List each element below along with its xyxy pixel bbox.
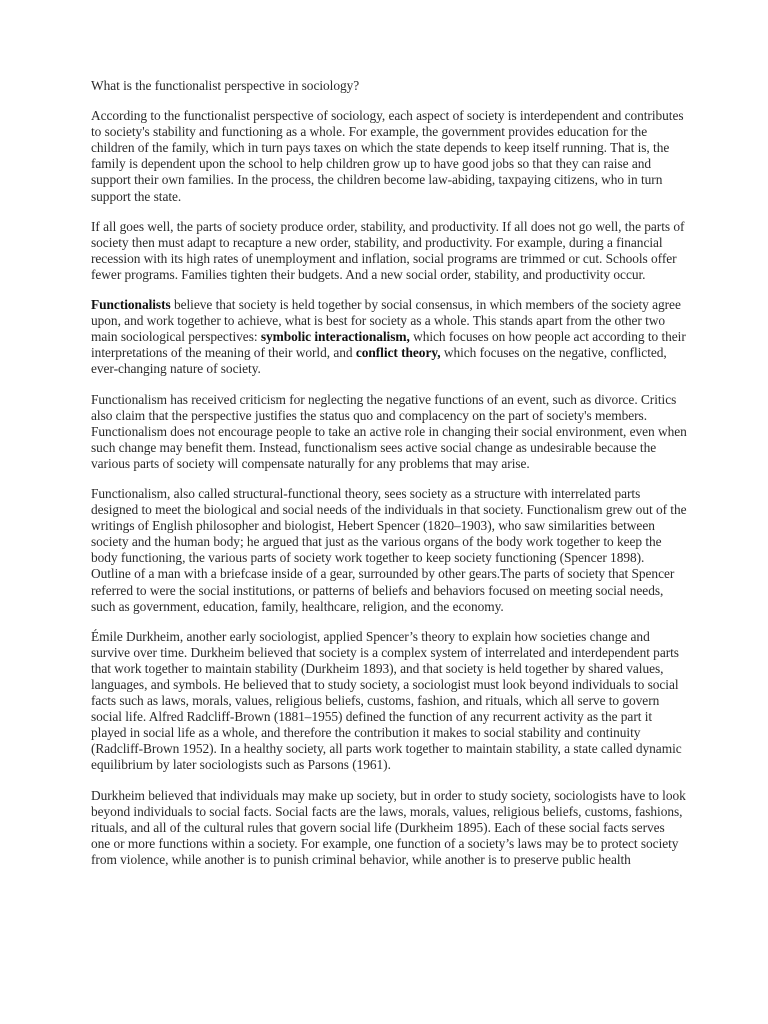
term-symbolic-interactionalism: symbolic interactionalism, [260, 329, 410, 345]
term-conflict-theory: conflict theory, [355, 345, 441, 361]
paragraph-7: Durkheim believed that individuals may make up society, but in order to study society, sociologists have to look beyond individuals to social facts. Social facts are the laws, morals, values, religious beliefs, customs, fashions, rituals, and all of the cultural rules that govern social life (Durkheim 1895). Each of these social facts serves one or more functions within a society. For example, one function of a society’s laws may be to protect society from violence, while another is to punish criminal behavior, while another is to preserve public health [91, 787, 686, 867]
document-title: What is the functionalist perspective in sociology? [91, 78, 360, 93]
document-page [91, 78, 687, 882]
paragraph-3-text-3: which focuses on the negative, conflicted, ever-changing nature of society. [91, 345, 667, 377]
paragraph-5: Functionalism, also called structural-functional theory, sees society as a structure with interrelated parts designed to meet the biological and social needs of the individuals in that society. Functionalism grew out of the writings of English philosopher and biologist, Hebert Spencer (1820–1903), who saw similarities between society and the human body; he argued that just as the various organs of the body work together to keep the body functioning, the various parts of society work together to keep society functioning (Spencer 1898). Outline of a man with a briefcase inside of a gear, surrounded by other gears.The parts of society that Spencer referred to were the social institutions, or patterns of beliefs and behaviors focused on meeting social needs, such as government, education, family, healthcare, religion, and the economy. [91, 485, 687, 614]
paragraph-3-text-1: believe that society is held together by social consensus, in which members of the society agree upon, and work together to achieve, what is best for society as a whole. This stands apart from the other two main sociological perspectives: [91, 297, 681, 345]
paragraph-2: If all goes well, the parts of society produce order, stability, and productivity. If all does not go well, the parts of society then must adapt to recapture a new order, stability, and productivity. For example, during a financial recession with its high rates of unemployment and inflation, social programs are trimmed or cut. Schools offer fewer programs. Families tighten their budgets. And a new social order, stability, and productivity occur. [91, 218, 685, 282]
paragraph-1: According to the functionalist perspective of sociology, each aspect of society is interdependent and contributes to society's stability and functioning as a whole. For example, the government provides education for the children of the family, which in turn pays taxes on which the state depends to keep itself running. That is, the family is dependent upon the school to help children grow up to have good jobs so that they can raise and support their own families. In the process, the children become law-abiding, taxpaying citizens, who in turn support the state. [91, 108, 684, 204]
paragraph-6: Émile Durkheim, another early sociologist, applied Spencer’s theory to explain how societies change and survive over time. Durkheim believed that society is a complex system of interrelated and interdependent parts that work together to maintain stability (Durkheim 1893), and that society is held together by shared values, languages, and symbols. He believed that to study society, a sociologist must look beyond individuals to social facts such as laws, morals, values, religious beliefs, customs, fashion, and rituals, which all serve to govern social life. Alfred Radcliff-Brown (1881–1955) defined the function of any recurrent activity as the part it played in social life as a whole, and therefore the contribution it makes to social stability and continuity (Radcliff-Brown 1952). In a healthy society, all parts work together to maintain stability, a state called dynamic equilibrium by later sociologists such as Parsons (1961). [91, 628, 682, 773]
paragraph-4: Functionalism has received criticism for neglecting the negative functions of an event, such as divorce. Critics also claim that the perspective justifies the status quo and complacency on the part of society's members. Functionalism does not encourage people to take an active role in changing their social environment, even when such change may benefit them. Instead, functionalism sees active social change as undesirable because the various parts of society will compensate naturally for any problems that may arise. [91, 391, 687, 471]
paragraph-3-text-2: which focuses on how people act according to their interpretations of the meaning of their world, and [91, 329, 686, 361]
term-functionalists: Functionalists [91, 297, 171, 313]
paragraph-3 [91, 297, 687, 377]
